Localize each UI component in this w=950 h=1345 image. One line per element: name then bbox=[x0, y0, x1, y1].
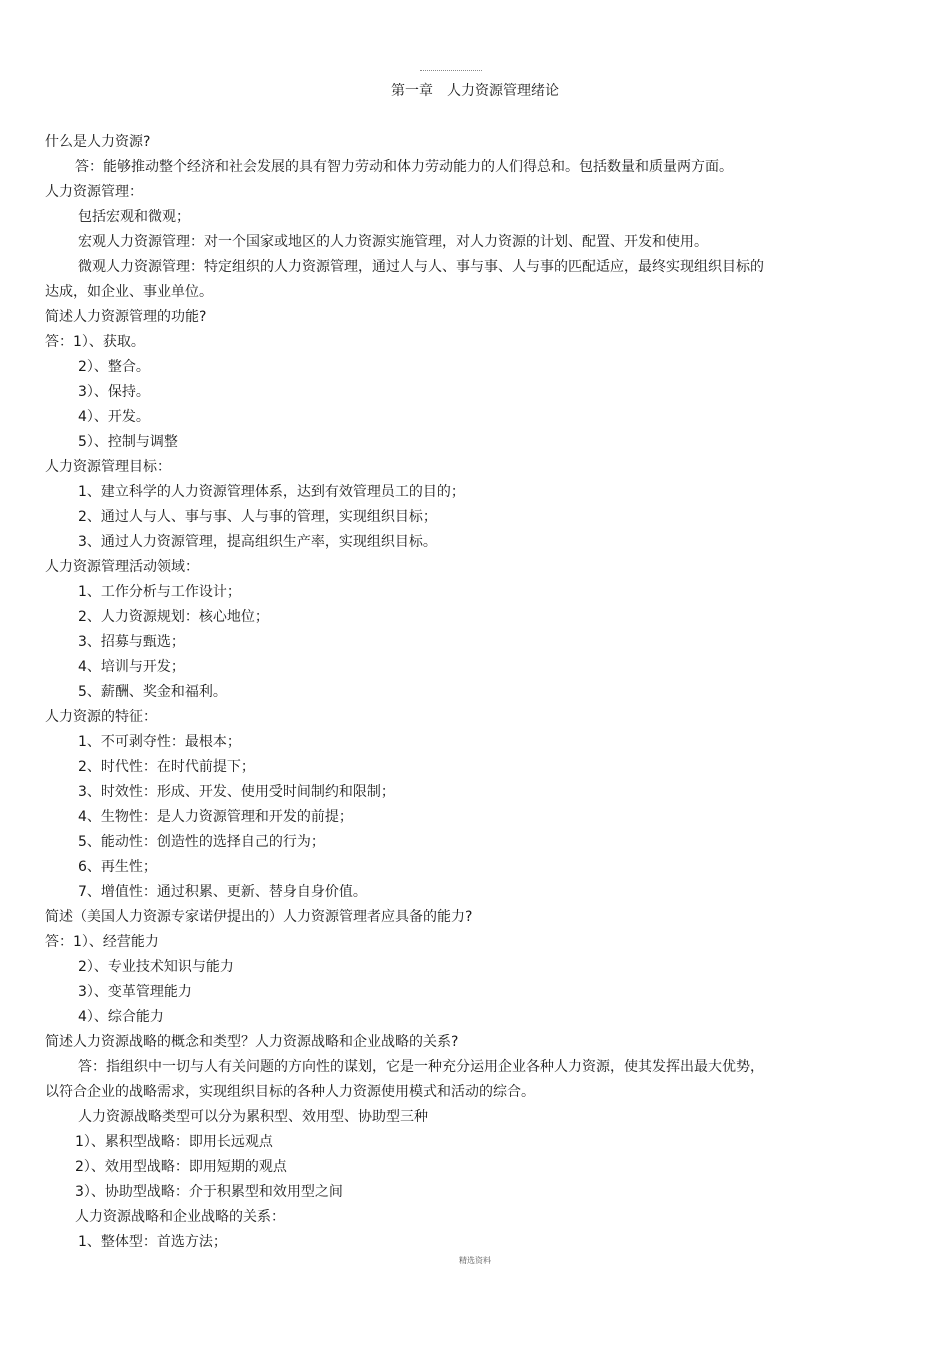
list-item: 6、再生性； bbox=[78, 859, 157, 875]
question-line: 简述人力资源战略的概念和类型？人力资源战略和企业战略的关系? bbox=[45, 1034, 459, 1050]
list-item: 5、薪酬、奖金和福利。 bbox=[78, 684, 227, 700]
body-line: 包括宏观和微观； bbox=[78, 209, 190, 225]
list-item: 5、能动性：创造性的选择自己的行为； bbox=[78, 834, 325, 850]
body-line: 微观人力资源管理：特定组织的人力资源管理，通过人与人、事与事、人与事的匹配适应，最终实现组织目标的 bbox=[78, 259, 764, 275]
answer-line: 答：能够推动整个经济和社会发展的具有智力劳动和体力劳动能力的人们得总和。包括数量和质量两方面。 bbox=[75, 159, 733, 175]
answer-item: 3）、变革管理能力 bbox=[78, 984, 192, 1000]
list-item: 2、人力资源规划：核心地位； bbox=[78, 609, 269, 625]
section-heading: 人力资源管理目标： bbox=[45, 459, 171, 475]
body-line: 宏观人力资源管理：对一个国家或地区的人力资源实施管理，对人力资源的计划、配置、开发和使用。 bbox=[78, 234, 708, 250]
list-item: 3）、协助型战略：介于积累型和效用型之间 bbox=[75, 1184, 343, 1200]
answer-item: 2）、整合。 bbox=[78, 359, 150, 375]
list-item: 3、时效性：形成、开发、使用受时间制约和限制； bbox=[78, 784, 395, 800]
list-item: 1、工作分析与工作设计； bbox=[78, 584, 241, 600]
page-footer: 精选资料 bbox=[459, 1256, 491, 1265]
list-item: 1、不可剥夺性：最根本； bbox=[78, 734, 241, 750]
list-item: 1）、累积型战略：即用长远观点 bbox=[75, 1134, 273, 1150]
answer-item: 2）、专业技术知识与能力 bbox=[78, 959, 234, 975]
list-item: 4、生物性：是人力资源管理和开发的前提； bbox=[78, 809, 353, 825]
question-line: 什么是人力资源? bbox=[45, 134, 151, 150]
answer-line: 答：指组织中一切与人有关问题的方向性的谋划，它是一种充分运用企业各种人力资源，使其发挥出最大优势， bbox=[78, 1059, 764, 1075]
answer-item: 4）、开发。 bbox=[78, 409, 150, 425]
list-item: 1、整体型：首选方法； bbox=[78, 1234, 227, 1250]
question-line: 简述人力资源管理的功能? bbox=[45, 309, 207, 325]
chapter-title: 第一章 人力资源管理绪论 bbox=[391, 83, 559, 99]
list-item: 4、培训与开发； bbox=[78, 659, 185, 675]
answer-item: 5）、控制与调整 bbox=[78, 434, 178, 450]
section-heading: 人力资源管理： bbox=[45, 184, 143, 200]
answer-item: 答：1）、经营能力 bbox=[45, 934, 159, 950]
header-rule bbox=[420, 70, 482, 71]
list-item: 7、增值性：通过积累、更新、替身自身价值。 bbox=[78, 884, 367, 900]
list-item: 3、招募与甄选； bbox=[78, 634, 185, 650]
list-item: 3、通过人力资源管理，提高组织生产率，实现组织目标。 bbox=[78, 534, 437, 550]
list-item: 2）、效用型战略：即用短期的观点 bbox=[75, 1159, 287, 1175]
section-heading: 人力资源的特征： bbox=[45, 709, 157, 725]
question-line: 简述（美国人力资源专家诺伊提出的）人力资源管理者应具备的能力? bbox=[45, 909, 473, 925]
list-item: 2、通过人与人、事与事、人与事的管理，实现组织目标； bbox=[78, 509, 437, 525]
answer-item: 4）、综合能力 bbox=[78, 1009, 164, 1025]
answer-item: 答：1）、获取。 bbox=[45, 334, 145, 350]
list-item: 2、时代性：在时代前提下； bbox=[78, 759, 255, 775]
body-line-continued: 达成，如企业、事业单位。 bbox=[45, 284, 213, 300]
list-item: 1、建立科学的人力资源管理体系，达到有效管理员工的目的； bbox=[78, 484, 465, 500]
body-line: 人力资源战略类型可以分为累积型、效用型、协助型三种 bbox=[78, 1109, 428, 1125]
body-line: 人力资源战略和企业战略的关系： bbox=[75, 1209, 285, 1225]
answer-item: 3）、保持。 bbox=[78, 384, 150, 400]
answer-line-continued: 以符合企业的战略需求，实现组织目标的各种人力资源使用模式和活动的综合。 bbox=[45, 1084, 535, 1100]
section-heading: 人力资源管理活动领域： bbox=[45, 559, 199, 575]
